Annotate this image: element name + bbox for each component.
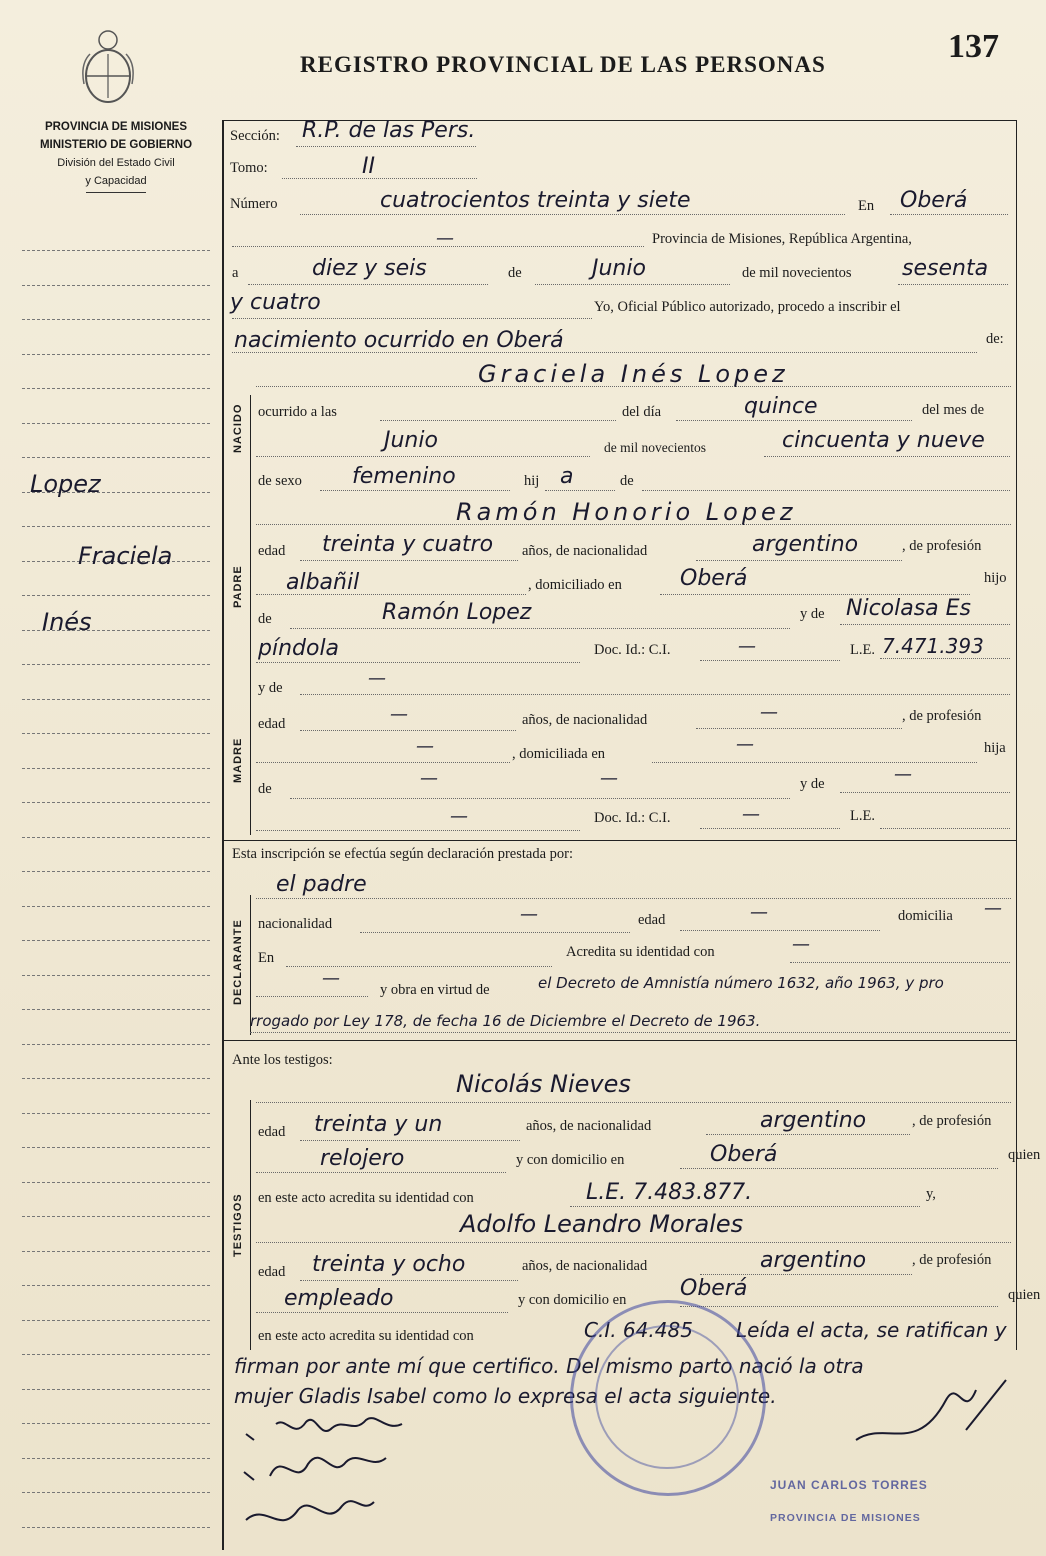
localidad-value: Oberá: [900, 188, 968, 213]
madre-doc-value: —: [450, 806, 468, 827]
sexo-value: femenino: [352, 464, 456, 489]
margin-rule-line: [22, 1009, 210, 1010]
margin-rule-line: [22, 526, 210, 527]
en-label: En: [858, 198, 875, 214]
padre-le-value: 7.471.393: [882, 634, 984, 658]
madre-nacionalidad-label: años, de nacionalidad: [522, 712, 648, 728]
section-divider: [222, 840, 1017, 841]
abuela-materna-value: —: [894, 764, 912, 785]
acredita-label: Acredita su identidad con: [566, 944, 715, 960]
margin-note-middle-name: Inés: [42, 608, 92, 636]
madre-nombre-value: —: [368, 668, 386, 689]
declarante-domicilio-value: —: [984, 898, 1002, 919]
padre-nacionalidad-value: argentino: [752, 532, 859, 557]
dia-value: diez y seis: [312, 256, 427, 281]
testigo1-domicilio-label: y con domicilio en: [516, 1152, 625, 1168]
office-line-3: División del Estado Civil: [57, 157, 175, 169]
margin-rule-line: [22, 319, 210, 320]
declarante-nacionalidad-label: nacionalidad: [258, 916, 333, 932]
margin-rule-line: [22, 699, 210, 700]
margin-rule-line: [22, 802, 210, 803]
margin-rule-line: [22, 975, 210, 976]
nacido-label: NACIDO: [232, 403, 244, 453]
frame-right-line: [1016, 120, 1017, 1350]
inscripcion-text: Esta inscripción se efectúa según declaración prestada por:: [232, 846, 574, 862]
madre-domicilio-label: , domiciliada en: [512, 746, 606, 762]
margin-rule-line: [22, 664, 210, 665]
testigo2-nacionalidad-value: argentino: [760, 1248, 867, 1273]
testigos-label: TESTIGOS: [232, 1193, 244, 1257]
madre-profesion-label: , de profesión: [902, 708, 982, 724]
hij-label: hij: [524, 473, 540, 489]
declarante-value: el padre: [276, 872, 367, 897]
margin-rule-line: [22, 940, 210, 941]
numero-value: cuatrocientos treinta y siete: [380, 188, 691, 213]
madre-ci-value: —: [742, 804, 760, 825]
margin-note-surname: Lopez: [30, 470, 101, 498]
padre-le-label: L.E.: [850, 642, 875, 658]
numero-label: Número: [230, 196, 278, 212]
testigo1-nombre: Nicolás Nieves: [456, 1070, 631, 1098]
abuelo-value: Ramón Lopez: [382, 600, 532, 625]
margin-rule-line: [22, 733, 210, 734]
testigo1-domicilio-value: Oberá: [710, 1142, 778, 1167]
margin-rule-line: [22, 1182, 210, 1183]
declarante-en-label: En: [258, 950, 275, 966]
testigo2-nacionalidad-label: años, de nacionalidad: [522, 1258, 648, 1274]
y-obra-label: y obra en virtud de: [380, 982, 490, 998]
madre-de-label: de: [258, 781, 272, 797]
margin-rule-line: [22, 871, 210, 872]
madre-le-label: L.E.: [850, 808, 875, 824]
decreto-line-1: el Decreto de Amnistía número 1632, año 1963, y pro: [538, 974, 944, 992]
testigo2-profesion-value: empleado: [284, 1286, 394, 1311]
abuelo-materno-value-1: —: [420, 768, 438, 789]
numero-line-filler: —: [436, 228, 454, 249]
seccion-value: R.P. de las Pers.: [302, 118, 476, 143]
inscripto-nombre: Graciela Inés Lopez: [478, 360, 789, 388]
madre-edad-value: —: [390, 704, 408, 725]
stamp-signer-name: JUAN CARLOS TORRES: [770, 1478, 928, 1492]
padre-edad-label: edad: [258, 543, 286, 559]
page-title: REGISTRO PROVINCIAL DE LAS PERSONAS: [300, 52, 826, 77]
testigo2-doc-value: C.I. 64.485: [584, 1318, 693, 1342]
margin-rule-line: [22, 1320, 210, 1321]
testigo1-profesion-label: , de profesión: [912, 1113, 992, 1129]
testigo1-nacionalidad-value: argentino: [760, 1108, 867, 1133]
margin-rule-line: [22, 388, 210, 389]
abuelo-materno-value-2: —: [600, 768, 618, 789]
anio-nacimiento-value: cincuenta y nueve: [782, 428, 985, 453]
stamp-province: PROVINCIA DE MISIONES: [770, 1512, 921, 1524]
margin-rule-line: [22, 1354, 210, 1355]
abuela-value-1: Nicolasa Es: [846, 596, 972, 621]
margin-rule-line: [22, 1078, 210, 1079]
tomo-label: Tomo:: [230, 160, 268, 176]
testigo1-y-label: y,: [926, 1186, 936, 1202]
testigo1-nacionalidad-label: años, de nacionalidad: [526, 1118, 652, 1134]
national-coat-of-arms-icon: [76, 24, 140, 114]
cierre-line-3: mujer Gladis Isabel como lo expresa el acta siguiente.: [234, 1384, 777, 1408]
decreto-line-2: rrogado por Ley 178, de fecha 16 de Diciembre el Decreto de 1963.: [250, 1012, 761, 1030]
hija-label: hija: [984, 740, 1006, 756]
section-divider: [222, 1040, 1017, 1041]
office-line-1: PROVINCIA DE MISIONES: [44, 121, 188, 133]
margin-rule-line: [22, 1044, 210, 1045]
del-dia-label: del día: [622, 404, 662, 420]
de-mil-novecientos-label-2: de mil novecientos: [604, 440, 706, 455]
madre-edad-label: edad: [258, 716, 286, 732]
madre-label: MADRE: [232, 737, 244, 783]
hijo-label: hijo: [984, 570, 1007, 586]
margin-rule-line: [22, 1423, 210, 1424]
madre-nacionalidad-value: —: [760, 702, 778, 723]
padre-doc-label: Doc. Id.: C.I.: [594, 642, 671, 658]
margin-rule-line: [22, 1458, 210, 1459]
sexo-label: de sexo: [258, 473, 302, 489]
padre-domicilio-label: , domiciliado en: [528, 577, 622, 593]
declarante-edad-label: edad: [638, 912, 666, 928]
madre-profesion-value: —: [416, 736, 434, 757]
declarante-nacionalidad-value: —: [520, 904, 538, 925]
testigo1-edad-value: treinta y un: [314, 1112, 443, 1137]
testigo2-profesion-label: , de profesión: [912, 1252, 992, 1268]
del-mes-label: del mes de: [922, 402, 985, 418]
margin-rule-line: [22, 285, 210, 286]
ocurrido-label: ocurrido a las: [258, 404, 337, 420]
frame-left-line: [222, 120, 224, 1550]
testigo2-acredita-label: en este acto acredita su identidad con: [258, 1328, 474, 1344]
margin-rule-line: [22, 1285, 210, 1286]
padre-domicilio-value: Oberá: [680, 566, 748, 591]
madre-y-de-label-2: y de: [800, 776, 825, 792]
mes-nacimiento-value: Junio: [384, 428, 438, 453]
testigo2-quien-label: quien: [1008, 1287, 1041, 1303]
margin-note-first-name: Fraciela: [78, 542, 173, 570]
margin-rule-line: [22, 768, 210, 769]
testigo2-edad-value: treinta y ocho: [312, 1252, 466, 1277]
office-line-2: MINISTERIO DE GOBIERNO: [39, 139, 193, 151]
margin-rule-line: [22, 354, 210, 355]
margin-rule-line: [22, 906, 210, 907]
de-mil-novecientos-label: de mil novecientos: [742, 265, 852, 281]
de-label-2: de: [620, 473, 634, 489]
madre-doc-label: Doc. Id.: C.I.: [594, 810, 671, 826]
seccion-label: Sección:: [230, 128, 280, 144]
padre-nombre: Ramón Honorio Lopez: [456, 498, 797, 526]
padre-profesion-label: , de profesión: [902, 538, 982, 554]
margin-rule-line: [22, 837, 210, 838]
padre-nacionalidad-label: años, de nacionalidad: [522, 543, 648, 559]
testigo1-doc-value: L.E. 7.483.877.: [586, 1180, 753, 1205]
anio-value-1: sesenta: [902, 256, 989, 281]
office-line-4: y Capacidad: [85, 175, 147, 187]
anio-value-2: y cuatro: [230, 290, 321, 315]
a-label: a: [232, 265, 239, 281]
padre-label: PADRE: [232, 565, 244, 609]
de-colon-label: de:: [986, 331, 1004, 347]
acredita-value: —: [792, 934, 810, 955]
margin-rule-line: [22, 457, 210, 458]
official-seal-stamp: [570, 1300, 766, 1496]
margin-rule-line: [22, 250, 210, 251]
testigo2-edad-label: edad: [258, 1264, 286, 1280]
padre-ci-value: —: [738, 636, 756, 657]
abuela-value-2: píndola: [258, 636, 340, 661]
abuela-y-de-label: y de: [800, 606, 825, 622]
declarante-doc-value: —: [322, 968, 340, 989]
officer-signature: [846, 1360, 1016, 1470]
mes-value: Junio: [592, 256, 646, 281]
de-label: de: [508, 265, 522, 281]
testigo1-profesion-value: relojero: [320, 1146, 405, 1171]
acto-value: nacimiento ocurrido en Oberá: [234, 328, 564, 353]
padre-profesion-value: albañil: [286, 570, 360, 595]
issuing-office: [22, 118, 210, 193]
dia-nacimiento-value: quince: [744, 394, 818, 419]
madre-domicilio-value: —: [736, 734, 754, 755]
testigo2-domicilio-value: Oberá: [680, 1276, 748, 1301]
margin-rule-line: [22, 1527, 210, 1528]
margin-rule-line: [22, 423, 210, 424]
cierre-line-1: Leída el acta, se ratifican y: [736, 1318, 1007, 1342]
hij-suffix-value: a: [560, 464, 574, 489]
declarante-domicilia-label: domicilia: [898, 908, 953, 924]
folio-number: 137: [948, 28, 999, 65]
witness-signatures: [236, 1410, 536, 1550]
cierre-line-2: firman por ante mí que certifico. Del mismo parto nació la otra: [234, 1354, 864, 1378]
provincia-text: Provincia de Misiones, República Argentina,: [652, 231, 912, 247]
padre-edad-value: treinta y cuatro: [322, 532, 494, 557]
margin-rule-line: [22, 1216, 210, 1217]
testigo2-nombre: Adolfo Leandro Morales: [460, 1210, 744, 1238]
abuelo-de-label: de: [258, 611, 272, 627]
testigo1-edad-label: edad: [258, 1124, 286, 1140]
madre-y-de-label: y de: [258, 680, 283, 696]
testigos-text: Ante los testigos:: [232, 1052, 333, 1068]
testigo2-domicilio-label: y con domicilio en: [518, 1292, 627, 1308]
oficial-text: Yo, Oficial Público autorizado, procedo a inscribir el: [594, 299, 901, 315]
tomo-value: II: [362, 154, 375, 179]
declarante-label: DECLARANTE: [232, 919, 244, 1005]
margin-rule-line: [22, 1492, 210, 1493]
margin-rule-line: [22, 1389, 210, 1390]
margin-rule-line: [22, 1147, 210, 1148]
declarante-edad-value: —: [750, 902, 768, 923]
margin-rule-line: [22, 1113, 210, 1114]
margin-rule-line: [22, 1251, 210, 1252]
testigo1-acredita-label: en este acto acredita su identidad con: [258, 1190, 474, 1206]
testigo1-quien-label: quien: [1008, 1147, 1041, 1163]
margin-rule-line: [22, 595, 210, 596]
